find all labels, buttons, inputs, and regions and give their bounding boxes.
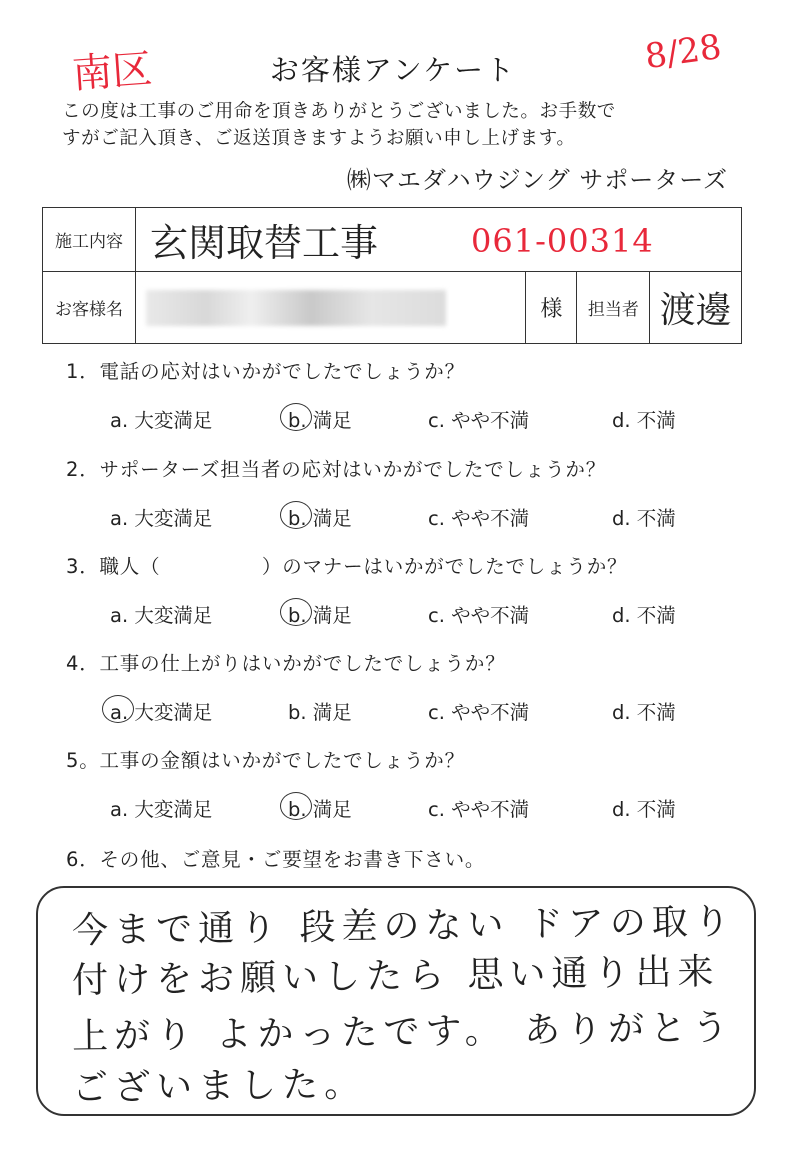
option-c[interactable]: c. やや不満: [428, 798, 530, 821]
question-5: 5。工事の金額はいかがでしたでしょうか？: [66, 749, 465, 772]
options-2: [110, 503, 710, 533]
option-a[interactable]: a. 大変満足: [110, 409, 213, 432]
question-6: 6．その他、ご意見・ご要望をお書き下さい。: [66, 848, 486, 871]
customer-name-cell: [136, 272, 526, 344]
customer-label: お客様名: [43, 272, 136, 344]
sama-label: 様: [526, 272, 577, 344]
option-d[interactable]: d. 不満: [612, 701, 676, 724]
intro-line: この度は工事のご用命を頂きありがとうございました。お手数で: [62, 101, 616, 122]
options-3: [110, 600, 710, 630]
comment-line: ございました。: [71, 1063, 367, 1110]
option-b[interactable]: b. 満足: [288, 701, 352, 724]
comment-line: 今まで通り 段差のない ドアの取り: [71, 901, 737, 952]
info-table: [42, 207, 742, 344]
work-cell: [136, 208, 742, 272]
options-5: [110, 794, 710, 824]
staff-name: 渡邊: [650, 272, 742, 344]
intro-line: すがご記入頂き、ご返送頂きますようお願い申し上げます。: [62, 128, 576, 149]
option-b[interactable]: b. 満足: [288, 503, 352, 531]
work-value: 玄関取替工事: [150, 221, 379, 265]
option-b[interactable]: b. 満足: [288, 405, 352, 433]
question-1: 1．電話の応対はいかがでしたでしょうか？: [66, 360, 465, 383]
handwritten-date: 8/28: [642, 26, 724, 78]
selection-circle: [280, 403, 312, 431]
redacted-customer-name: [146, 290, 446, 326]
options-1: [110, 405, 710, 435]
question-4: 4．工事の仕上がりはいかがでしたでしょうか？: [66, 652, 506, 675]
work-number: 061-00314: [471, 222, 654, 260]
comment-line: 上がり よかったです。 ありがとう: [71, 1007, 735, 1058]
selection-circle: [280, 792, 312, 820]
option-c[interactable]: c. やや不満: [428, 409, 530, 432]
selection-circle: [280, 598, 312, 626]
selection-circle: [280, 501, 312, 529]
option-b[interactable]: b. 満足: [288, 794, 352, 822]
option-d[interactable]: d. 不満: [612, 507, 676, 530]
question-2: 2．サポーターズ担当者の応対はいかがでしたでしょうか？: [66, 458, 607, 481]
option-c[interactable]: c. やや不満: [428, 701, 530, 724]
handwritten-area-note: 南区: [70, 46, 154, 98]
option-d[interactable]: d. 不満: [612, 798, 676, 821]
intro-text: [62, 98, 742, 152]
option-a[interactable]: a. 大変満足: [110, 798, 213, 821]
option-a[interactable]: a. 大変満足: [110, 507, 213, 530]
option-a[interactable]: a. 大変満足: [110, 604, 213, 627]
option-a[interactable]: a. 大変満足: [110, 697, 212, 725]
options-4: [110, 697, 710, 727]
company-name: ㈱マエダハウジング サポーターズ: [346, 166, 728, 194]
option-d[interactable]: d. 不満: [612, 409, 676, 432]
page-title: お客様アンケート: [269, 53, 517, 87]
option-c[interactable]: c. やや不満: [428, 507, 530, 530]
selection-circle: [102, 695, 134, 723]
option-b[interactable]: b. 満足: [288, 600, 352, 628]
comment-line: 付けをお願いしたら 思い通り出来: [71, 951, 720, 1002]
work-label: 施工内容: [43, 208, 136, 272]
option-d[interactable]: d. 不満: [612, 604, 676, 627]
question-3: 3．職人（ ）のマナーはいかがでしたでしょうか？: [66, 555, 628, 578]
option-c[interactable]: c. やや不満: [428, 604, 530, 627]
staff-label: 担当者: [577, 272, 650, 344]
